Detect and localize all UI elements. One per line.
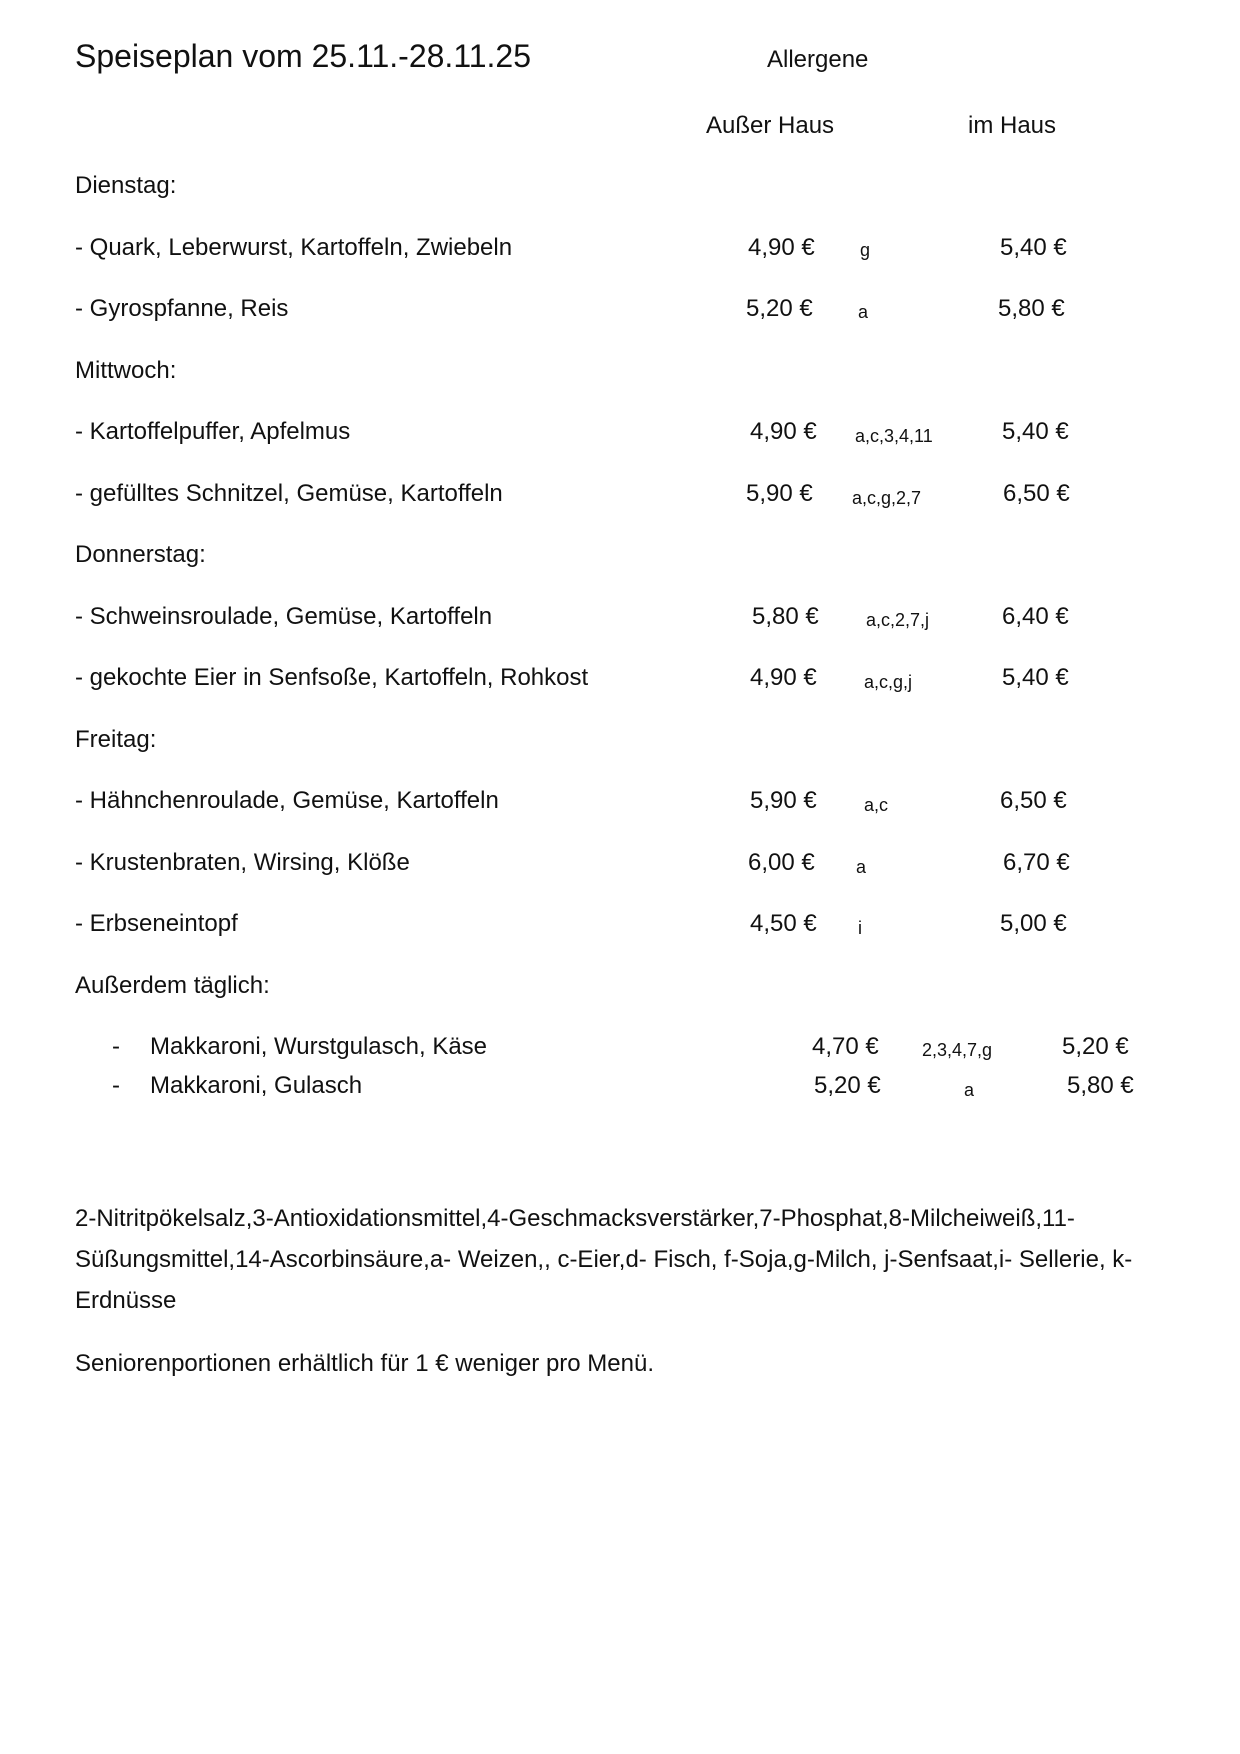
im-haus-header: im Haus (968, 112, 1057, 139)
allergen-codes: a,c,g,2,7 (852, 488, 922, 508)
dish-name: - Krustenbraten, Wirsing, Klöße (75, 849, 410, 876)
price-ausser-haus: 4,70 € (812, 1033, 879, 1060)
dish-name: - gefülltes Schnitzel, Gemüse, Kartoffeln (75, 480, 503, 507)
allergen-codes: a (858, 302, 869, 322)
dish-name: - Kartoffelpuffer, Apfelmus (75, 418, 351, 445)
price-ausser-haus: 4,90 € (748, 234, 815, 261)
price-im-haus: 5,20 € (1062, 1033, 1129, 1060)
ausser-haus-header: Außer Haus (706, 112, 835, 139)
dish-name: Makkaroni, Gulasch (150, 1072, 363, 1099)
dish-name: - Schweinsroulade, Gemüse, Kartoffeln (75, 603, 493, 630)
allergen-codes: a,c,3,4,11 (855, 426, 933, 446)
page-title: Speiseplan vom 25.11.-28.11.25 (75, 38, 532, 74)
day-label-donnerstag: Donnerstag: (75, 541, 206, 568)
price-ausser-haus: 5,90 € (750, 787, 817, 814)
allergen-codes: g (860, 240, 871, 260)
allergen-codes: 2,3,4,7,g (922, 1040, 993, 1060)
day-label-mittwoch: Mittwoch: (75, 357, 177, 384)
dish-name: - gekochte Eier in Senfsoße, Kartoffeln, Rohkost (75, 664, 589, 691)
price-ausser-haus: 4,90 € (750, 418, 817, 445)
dish-name: - Erbseneintopf (75, 910, 238, 937)
price-im-haus: 6,50 € (1000, 787, 1067, 814)
price-ausser-haus: 5,20 € (746, 295, 813, 322)
price-im-haus: 5,80 € (998, 295, 1065, 322)
dish-name: Makkaroni, Wurstgulasch, Käse (150, 1033, 488, 1060)
bullet: - (112, 1033, 120, 1060)
allergene-header: Allergene (767, 46, 869, 73)
price-im-haus: 6,70 € (1003, 849, 1070, 876)
price-ausser-haus: 4,90 € (750, 664, 817, 691)
allergen-codes: a (964, 1080, 975, 1100)
price-im-haus: 6,40 € (1002, 603, 1069, 630)
price-ausser-haus: 5,80 € (752, 603, 819, 630)
price-im-haus: 5,40 € (1002, 664, 1069, 691)
day-label-freitag: Freitag: (75, 726, 157, 753)
price-ausser-haus: 6,00 € (748, 849, 815, 876)
allergen-codes: i (858, 918, 862, 938)
allergen-codes: a,c,g,j (864, 672, 913, 692)
price-im-haus: 5,40 € (1002, 418, 1069, 445)
allergen-codes: a,c,2,7,j (866, 610, 930, 630)
price-im-haus: 5,80 € (1067, 1072, 1134, 1099)
day-label-dienstag: Dienstag: (75, 172, 177, 199)
allergen-codes: a (856, 857, 867, 877)
dish-name: - Gyrospfanne, Reis (75, 295, 289, 322)
allergen-legend: 2-Nitritpökelsalz,3-Antioxidationsmittel,4-Geschmacksverstärker,7-Phosphat,8-Milcheiweiß,11-Süßungsmittel,14-Ascorbinsäure,a- Weizen,, c-Eier,d- Fisch, f-Soja,g-Milch, j-Senfsaat,i- Sellerie, k-Erdnüsse (75, 1205, 1133, 1314)
dish-name: - Hähnchenroulade, Gemüse, Kartoffeln (75, 787, 499, 814)
dish-name: - Quark, Leberwurst, Kartoffeln, Zwiebeln (75, 234, 513, 261)
price-ausser-haus: 4,50 € (750, 910, 817, 937)
price-ausser-haus: 5,20 € (814, 1072, 881, 1099)
price-im-haus: 6,50 € (1003, 480, 1070, 507)
daily-label: Außerdem täglich: (75, 972, 270, 999)
price-ausser-haus: 5,90 € (746, 480, 813, 507)
allergen-codes: a,c (864, 795, 889, 815)
senior-note: Seniorenportionen erhältlich für 1 € weniger pro Menü. (75, 1350, 655, 1377)
bullet: - (112, 1072, 120, 1099)
price-im-haus: 5,00 € (1000, 910, 1067, 937)
price-im-haus: 5,40 € (1000, 234, 1067, 261)
